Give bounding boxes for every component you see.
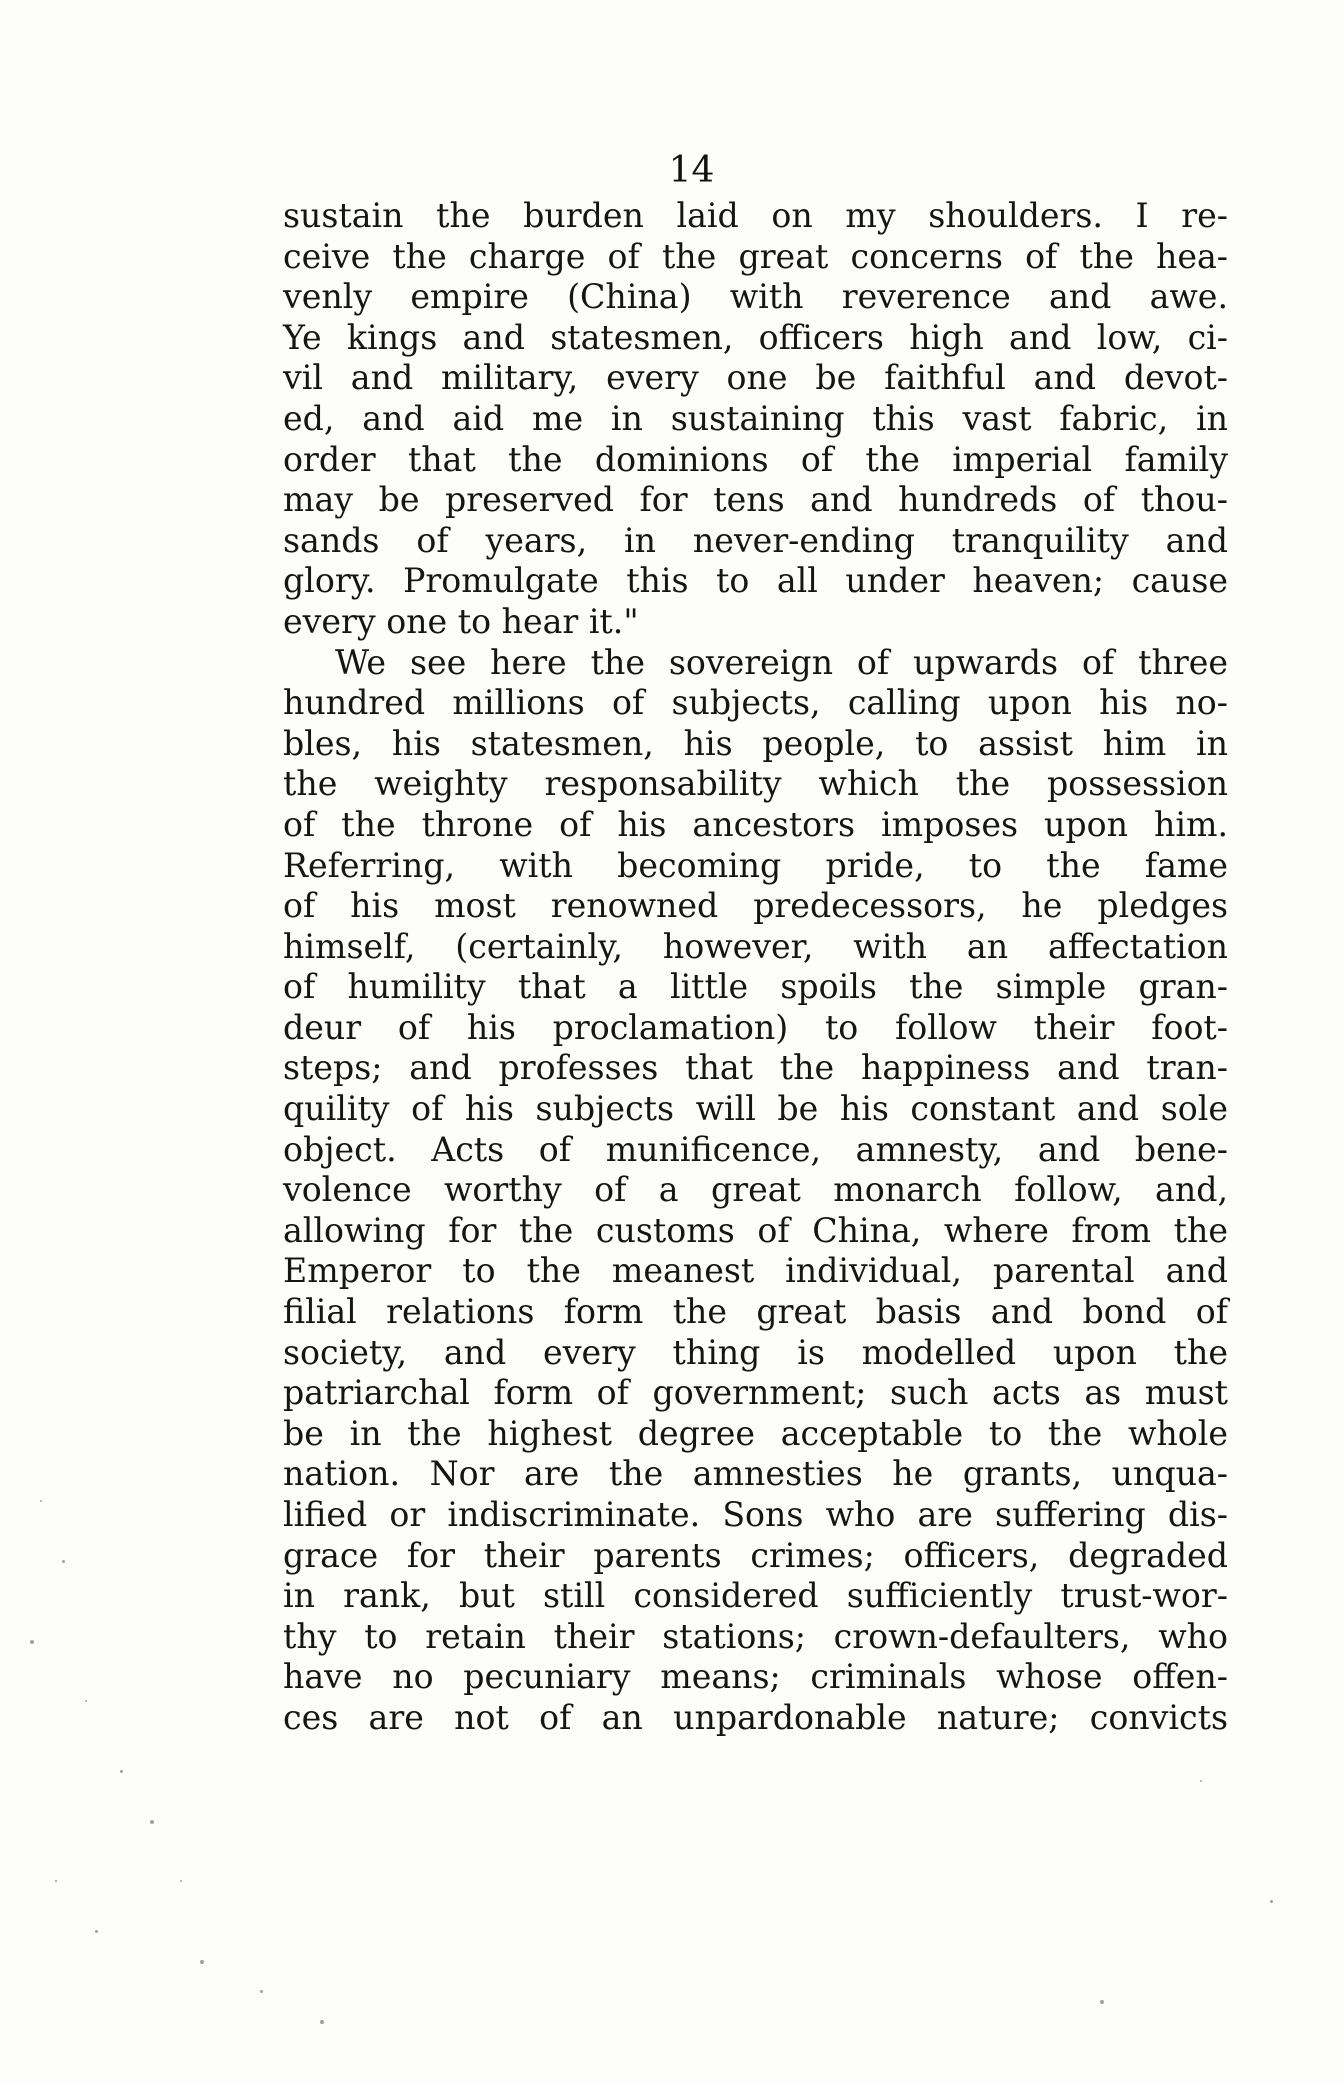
body-text bbox=[283, 196, 1228, 1739]
scan-speck bbox=[1100, 2000, 1104, 2004]
text-line: be in the highest degree acceptable to the whole bbox=[283, 1413, 1228, 1453]
text-line: venly empire (China) with reverence and awe. bbox=[283, 277, 1228, 317]
text-line: the weighty responsability which the possession bbox=[283, 764, 1228, 804]
scan-speck bbox=[30, 1640, 34, 1644]
text-line: Referring, with becoming pride, to the fame bbox=[283, 845, 1228, 885]
scan-speck bbox=[62, 1560, 65, 1563]
text-line: vil and military, every one be faithful and devot- bbox=[283, 358, 1228, 398]
text-line: hundred millions of subjects, calling upon his no- bbox=[283, 683, 1228, 723]
text-line: allowing for the customs of China, where from the bbox=[283, 1210, 1228, 1250]
text-line: object. Acts of munificence, amnesty, and bene- bbox=[283, 1129, 1228, 1169]
text-line: ceive the charge of the great concerns of the hea- bbox=[283, 236, 1228, 276]
scan-speck bbox=[260, 1990, 263, 1993]
text-line: thy to retain their stations; crown-defaulters, who bbox=[283, 1616, 1228, 1656]
text-line: filial relations form the great basis and bond of bbox=[283, 1292, 1228, 1332]
text-line: of the throne of his ancestors imposes upon him. bbox=[283, 804, 1228, 844]
scan-speck bbox=[320, 2020, 324, 2024]
scan-speck bbox=[180, 1880, 182, 1882]
text-line: We see here the sovereign of upwards of three bbox=[335, 642, 1228, 682]
text-line: sustain the burden laid on my shoulders. I re- bbox=[283, 196, 1228, 235]
text-line: sands of years, in never-ending tranquility and bbox=[283, 520, 1228, 560]
text-line: bles, his statesmen, his people, to assist him in bbox=[283, 723, 1228, 763]
scan-speck bbox=[1200, 1780, 1202, 1782]
text-line: patriarchal form of government; such acts as must bbox=[283, 1373, 1228, 1413]
text-line: glory. Promulgate this to all under heaven; cause bbox=[283, 561, 1228, 601]
text-line: ed, and aid me in sustaining this vast fabric, in bbox=[283, 398, 1228, 438]
text-line: grace for their parents crimes; officers, degraded bbox=[283, 1535, 1228, 1575]
scan-speck bbox=[150, 1820, 154, 1824]
text-line: of his most renowned predecessors, he pledges bbox=[283, 886, 1228, 926]
scan-speck bbox=[200, 1960, 204, 1964]
scan-speck bbox=[55, 1880, 57, 1882]
text-line: quility of his subjects will be his constant and sole bbox=[283, 1089, 1228, 1129]
text-line: himself, (certainly, however, with an affectation bbox=[283, 926, 1228, 966]
text-line: steps; and professes that the happiness and tran- bbox=[283, 1048, 1228, 1088]
text-line: ces are not of an unpardonable nature; convicts bbox=[283, 1697, 1228, 1737]
text-line: society, and every thing is modelled upon the bbox=[283, 1332, 1228, 1372]
text-line: deur of his proclamation) to follow their foot- bbox=[283, 1007, 1228, 1047]
page-number: 14 bbox=[668, 150, 715, 191]
text-line: may be preserved for tens and hundreds of thou- bbox=[283, 480, 1228, 520]
text-line: volence worthy of a great monarch follow, and, bbox=[283, 1170, 1228, 1210]
text-line: nation. Nor are the amnesties he grants, unqua- bbox=[283, 1454, 1228, 1494]
text-line: every one to hear it." bbox=[283, 601, 639, 641]
scan-speck bbox=[40, 1500, 42, 1502]
text-line: order that the dominions of the imperial family bbox=[283, 439, 1228, 479]
text-line: Ye kings and statesmen, officers high and low, ci- bbox=[283, 317, 1228, 357]
scan-speck bbox=[1270, 1900, 1273, 1903]
scan-speck bbox=[95, 1930, 98, 1933]
text-line: lified or indiscriminate. Sons who are suffering dis- bbox=[283, 1495, 1228, 1534]
text-line: Emperor to the meanest individual, parental and bbox=[283, 1251, 1228, 1291]
scan-speck bbox=[85, 1700, 87, 1702]
scan-speck bbox=[120, 1770, 123, 1773]
text-line: of humility that a little spoils the simple gran- bbox=[283, 967, 1228, 1007]
text-line: have no pecuniary means; criminals whose offen- bbox=[283, 1657, 1228, 1697]
text-line: in rank, but still considered sufficiently trust-wor- bbox=[283, 1576, 1228, 1616]
